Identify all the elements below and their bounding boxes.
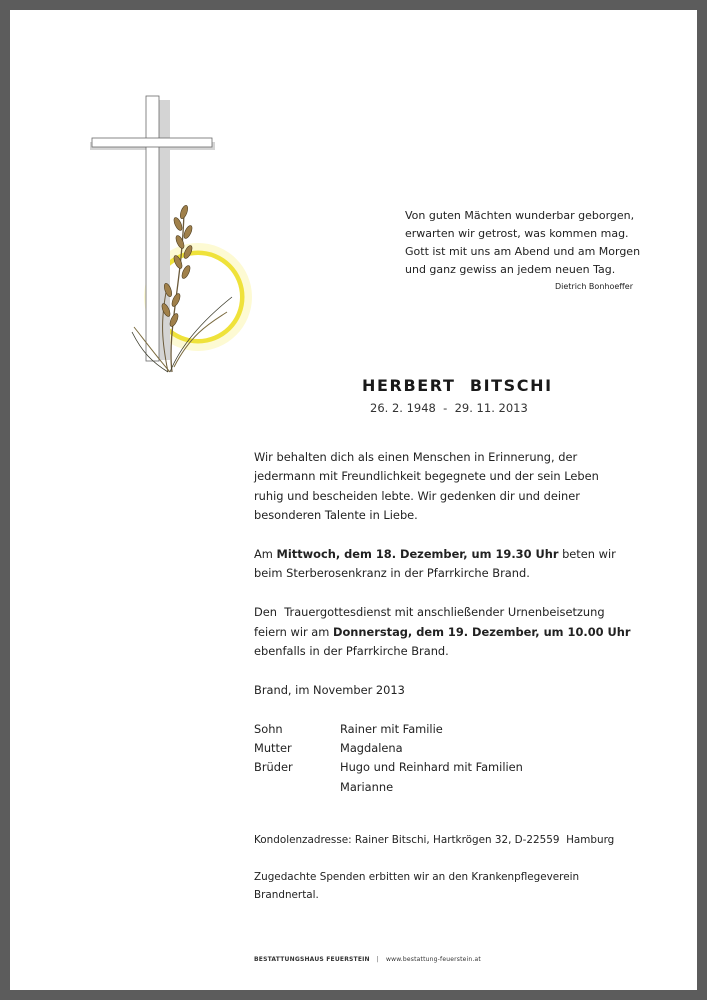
quote-line: Gott ist mit uns am Abend und am Morgen bbox=[405, 245, 641, 258]
quote-line: Von guten Mächten wunderbar geborgen, bbox=[405, 209, 635, 222]
memorial-paragraph bbox=[254, 448, 664, 526]
text-fragment: Am bbox=[254, 547, 277, 562]
family-names: Rainer mit Familie bbox=[340, 721, 443, 736]
rosary-date-time: Mittwoch, dem 18. Dezember, um 19.30 Uhr bbox=[276, 547, 559, 562]
donations-note bbox=[254, 868, 674, 904]
quote-author: Dietrich Bonhoeffer bbox=[554, 282, 633, 291]
family-relation: Mutter bbox=[254, 741, 292, 756]
text-line bbox=[254, 545, 664, 564]
text-line: beim Sterberosenkranz in der Pfarrkirche Brand. bbox=[254, 566, 530, 581]
text-fragment: feiern wir am bbox=[254, 624, 333, 639]
life-dates: 26. 2. 1948 - 29. 11. 2013 bbox=[370, 401, 528, 415]
family-relation bbox=[254, 778, 340, 797]
text-line: ruhig und bescheiden lebte. Wir gedenken dir und deiner bbox=[254, 488, 580, 503]
funeral-service-paragraph bbox=[254, 603, 664, 661]
website-link[interactable]: www.bestattung-feuerstein.at bbox=[386, 956, 481, 963]
family-relation: Brüder bbox=[254, 760, 293, 775]
footer-separator: | bbox=[376, 956, 380, 963]
footer bbox=[254, 956, 481, 963]
funeral-home-name: BESTATTUNGSHAUS FEUERSTEIN bbox=[254, 956, 370, 963]
deceased-name: HERBERT BITSCHI bbox=[362, 376, 553, 395]
text-line: jedermann mit Freundlichkeit begegnete und der sein Leben bbox=[254, 469, 599, 484]
text-line: besonderen Talente in Liebe. bbox=[254, 508, 418, 523]
quote-line: erwarten wir getrost, was kommen mag. bbox=[405, 227, 629, 240]
text-line: Brandnertal. bbox=[254, 889, 319, 901]
obituary-text bbox=[254, 448, 664, 797]
text-line: Wir behalten dich als einen Menschen in Erinnerung, der bbox=[254, 450, 578, 464]
family-names: Marianne bbox=[340, 779, 394, 794]
family-relation: Sohn bbox=[254, 721, 283, 736]
rosary-paragraph bbox=[254, 545, 664, 584]
bonhoeffer-quote bbox=[405, 207, 645, 294]
family-row bbox=[254, 720, 664, 739]
funeral-date-time: Donnerstag, dem 19. Dezember, um 10.00 Uhr bbox=[333, 624, 631, 639]
place-date: Brand, im November 2013 bbox=[254, 682, 405, 697]
family-row bbox=[254, 778, 664, 797]
family-row bbox=[254, 758, 664, 777]
text-line: Zugedachte Spenden erbitten wir an den Krankenpflegeverein bbox=[254, 871, 580, 883]
family-names: Magdalena bbox=[340, 741, 403, 756]
family-list bbox=[254, 720, 664, 798]
text-fragment: beten wir bbox=[558, 547, 616, 562]
condolence-address: Kondolenzadresse: Rainer Bitschi, Hartkrögen 32, D-22559 Hamburg bbox=[254, 834, 615, 846]
text-line bbox=[254, 623, 664, 642]
quote-line: und ganz gewiss an jedem neuen Tag. bbox=[405, 263, 616, 276]
text-line: ebenfalls in der Pfarrkirche Brand. bbox=[254, 644, 449, 659]
cross-wheat-sun-illustration bbox=[72, 72, 272, 397]
family-names: Hugo und Reinhard mit Familien bbox=[340, 760, 523, 775]
family-row bbox=[254, 739, 664, 758]
text-line: Den Trauergottesdienst mit anschließender Urnenbeisetzung bbox=[254, 605, 605, 620]
obituary-page bbox=[10, 10, 697, 990]
